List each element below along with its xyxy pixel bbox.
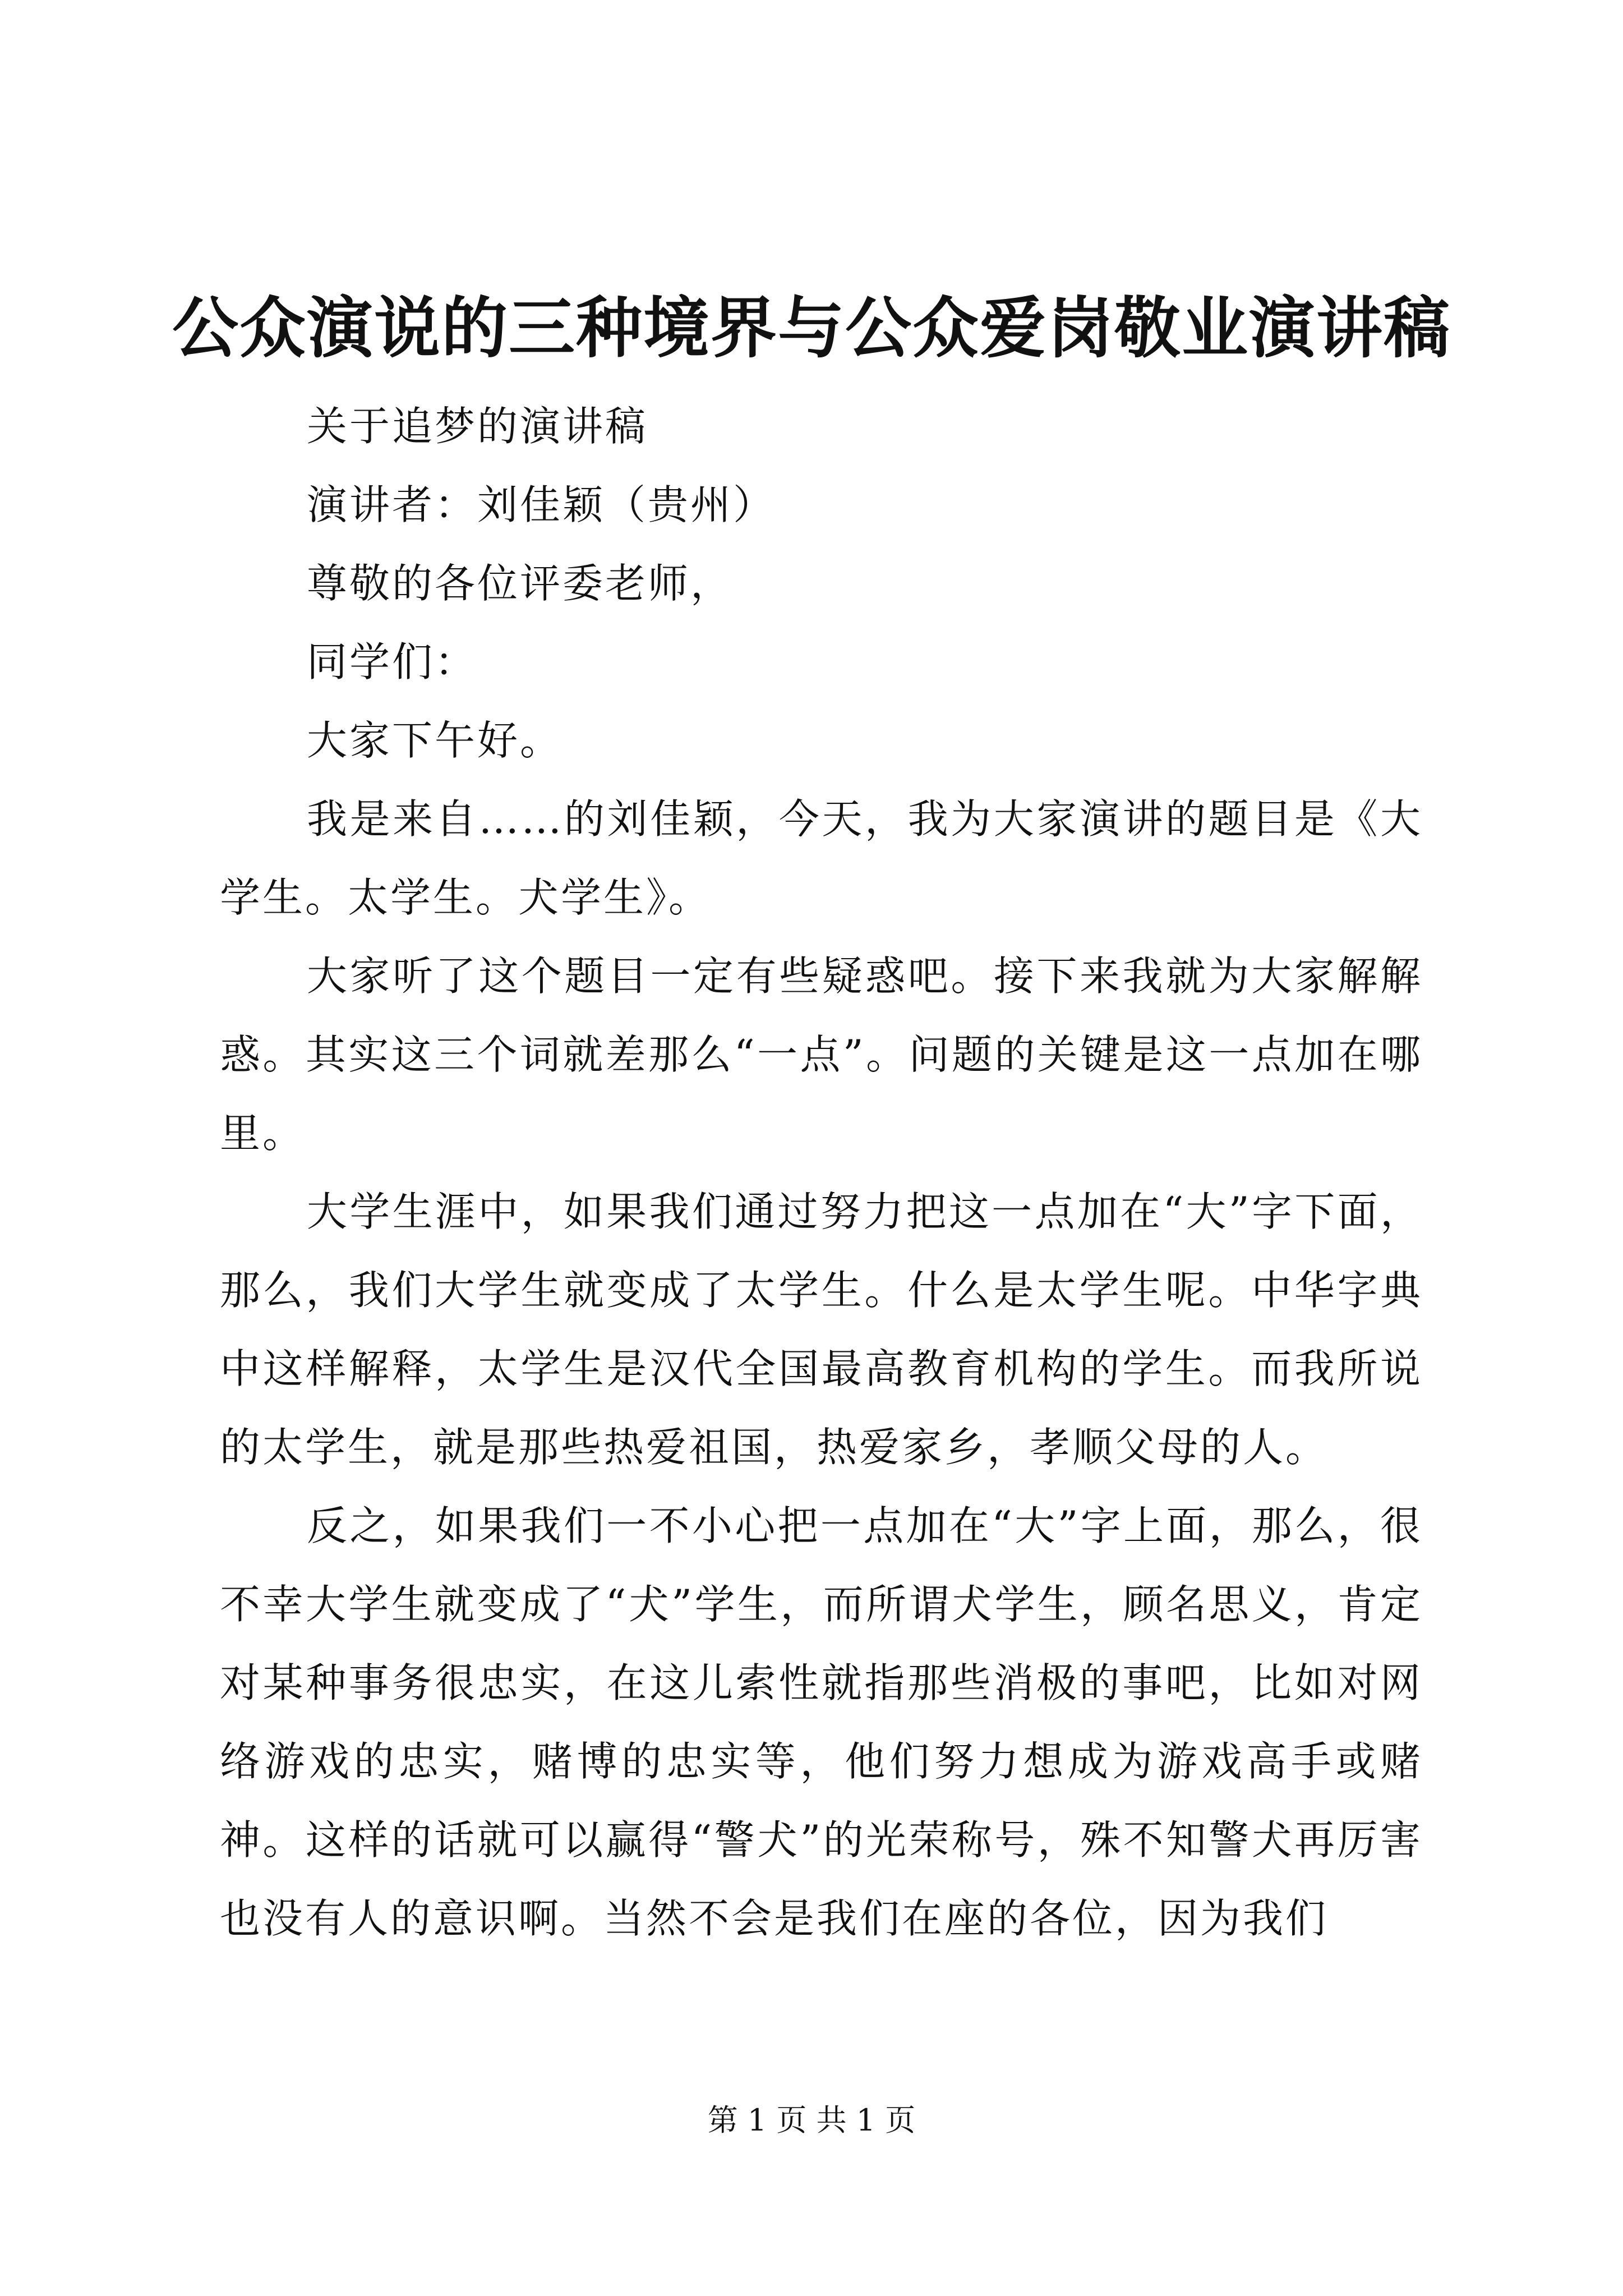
paragraph: 反之，如果我们一不小心把一点加在“大”字上面，那么，很不幸大学生就变成了“犬”学生，而所谓犬学生，顾名思义，肯定对某种事务很忠实，在这儿索性就指那些消极的事吧，比如对网络游戏的忠实，赌博的忠实等，他们努力想成为游戏高手或赌神。这样的话就可以赢得“警犬”的光荣称号，殊不知警犬再厉害也没有人的意识啊。当然不会是我们在座的各位，因为我们 [220,1502,1423,1942]
paragraph: 尊敬的各位评委老师， [307,560,734,607]
paragraph: 大家下午好。 [307,717,563,764]
document-body [220,387,1423,1958]
paragraph: 大家听了这个题目一定有些疑惑吧。接下来我就为大家解解惑。其实这三个词就差那么“一点”。问题的关键是这一点加在哪里。 [220,953,1423,1157]
paragraph: 演讲者：刘佳颖（贵州） [307,481,776,528]
paragraph: 同学们： [307,638,478,685]
page-footer: 第 1 页 共 1 页 [707,2102,916,2138]
document-title: 公众演说的三种境界与公众爱岗敬业演讲稿 [172,289,1451,367]
paragraph: 我是来自……的刘佳颖，今天，我为大家演讲的题目是《大学生。太学生。犬学生》。 [220,795,1423,921]
paragraph: 关于追梦的演讲稿 [307,403,648,450]
paragraph: 大学生涯中，如果我们通过努力把这一点加在“大”字下面，那么，我们大学生就变成了太学生。什么是太学生呢。中华字典中这样解释，太学生是汉代全国最高教育机构的学生。而我所说的太学生，就是那些热爱祖国，热爱家乡，孝顺父母的人。 [220,1188,1423,1471]
